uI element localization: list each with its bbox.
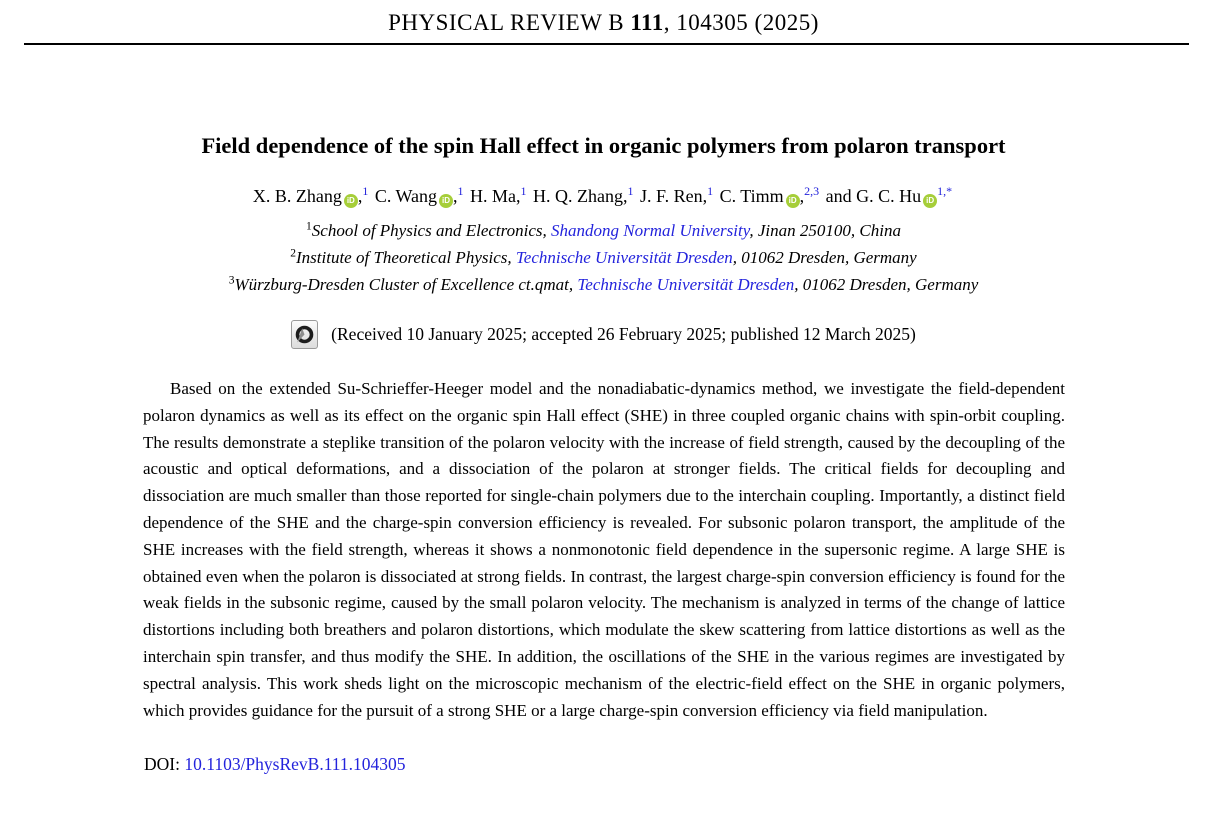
affiliation-line <box>0 244 1207 271</box>
author-name: J. F. Ren <box>640 186 703 206</box>
author-separator: , <box>453 186 458 206</box>
affiliation-line <box>0 271 1207 298</box>
affiliation-ref-link[interactable]: 1 <box>627 184 634 198</box>
author-name: C. Timm <box>719 186 784 206</box>
affiliation-institution-link[interactable]: Technische Universität Dresden <box>577 275 795 294</box>
affiliation-text: School of Physics and Electronics, <box>311 221 552 240</box>
affiliation-number: 2 <box>290 247 296 260</box>
affiliation-text: , 01062 Dresden, Germany <box>794 275 979 294</box>
author-separator: , <box>357 186 363 206</box>
check-for-updates-icon[interactable] <box>291 320 318 349</box>
author-separator: , <box>702 186 708 206</box>
received-dates: (Received 10 January 2025; accepted 26 February 2025; published 12 March 2025) <box>331 324 916 344</box>
affiliation-line <box>0 217 1207 244</box>
authors-line <box>0 186 1207 208</box>
doi-line <box>144 754 1207 775</box>
journal-name: PHYSICAL REVIEW B <box>388 10 631 35</box>
affiliation-institution-link[interactable]: Technische Universität Dresden <box>515 248 733 267</box>
affiliation-number: 3 <box>228 274 235 287</box>
author <box>533 186 633 206</box>
header-rule <box>24 43 1189 45</box>
affiliations-block <box>0 217 1207 298</box>
author-separator: , <box>516 186 521 206</box>
orcid-icon[interactable]: iD <box>439 194 453 208</box>
author <box>470 186 527 206</box>
affiliation-text: , 01062 Dresden, Germany <box>732 248 917 267</box>
author-name: H. Q. Zhang <box>533 186 624 206</box>
affiliation-ref-link[interactable]: 1 <box>362 184 369 198</box>
doi-link[interactable]: 10.1103/PhysRevB.111.104305 <box>184 754 406 775</box>
affiliation-ref-link[interactable]: 1 <box>520 184 527 198</box>
affiliation-ref-link[interactable]: 2,3 <box>804 184 820 198</box>
crossmark-glyph <box>294 323 315 346</box>
author <box>720 186 820 206</box>
author-name: G. C. Hu <box>856 186 922 206</box>
author-separator: , <box>623 186 628 206</box>
author-name: C. Wang <box>374 186 438 206</box>
affiliation-text: , Jinan 250100, China <box>749 221 901 240</box>
affiliation-ref-link[interactable]: 1 <box>457 184 464 198</box>
abstract-text: Based on the extended Su-Schrieffer-Heeger model and the nonadiabatic-dynamics method, we investigate the field-dependent polaron dynamics as well as its effect on the organic spin Hall effect (SHE) in three coupled organic chains with spin-orbit coupling. The results demonstrate a steplike transition of the polaron velocity with the increase of field strength, caused by the decoupling of the acoustic and optical deformations, and a dissociation of the polaron at stronger fields. The critical fields for decoupling and dissociation are much smaller than those reported for single-chain polymers due to the interchain coupling. Importantly, a distinct field dependence of the SHE and the charge-spin conversion efficiency is revealed. For subsonic polaron transport, the amplitude of the SHE increases with the field strength, whereas it shows a nonmonotonic field dependence in the supersonic regime. A large SHE is obtained even when the polaron is dissociated at strong fields. In contrast, the largest charge-spin conversion efficiency is found for the weak fields in the subsonic regime, caused by the small polaron velocity. The mechanism is analyzed in terms of the change of lattice distortions including both breathers and polaron distortions, which modulate the skew scattering from lattice distortions as well as the interchain spin transfer, and thus modify the SHE. In addition, the oscillations of the SHE in the various regimes are investigated by spectral analysis. This work sheds light on the microscopic mechanism of the electric-field effect on the SHE in organic polymers, which provides guidance for the pursuit of a strong SHE or a large charge-spin conversion efficiency via field manipulation. <box>143 379 1065 720</box>
affiliation-ref-link[interactable]: 1,* <box>937 184 953 198</box>
orcid-icon[interactable]: iD <box>923 194 937 208</box>
page-title: Field dependence of the spin Hall effect in organic polymers from polaron transport <box>201 133 1006 158</box>
orcid-icon[interactable]: iD <box>786 194 800 208</box>
affiliation-ref-link[interactable]: 1 <box>707 184 714 198</box>
author <box>253 186 369 206</box>
affiliation-text: Institute of Theoretical Physics, <box>296 248 516 267</box>
affiliation-institution-link[interactable]: Shandong Normal University <box>551 221 750 240</box>
authors-and-connector: and <box>825 186 852 206</box>
author <box>856 186 952 206</box>
doi-label: DOI: <box>144 754 185 775</box>
affiliation-number: 1 <box>306 220 312 233</box>
journal-issue: , 104305 (2025) <box>663 10 819 35</box>
affiliation-text: Würzburg-Dresden Cluster of Excellence ct.qmat, <box>234 275 578 294</box>
author <box>375 186 464 206</box>
author <box>640 186 713 206</box>
journal-volume: 111 <box>630 10 664 35</box>
author-separator: , <box>799 186 805 206</box>
received-row <box>0 320 1207 349</box>
author-name: X. B. Zhang <box>252 186 342 206</box>
author-name: H. Ma <box>470 186 517 206</box>
journal-header <box>0 0 1207 36</box>
orcid-icon[interactable]: iD <box>344 194 358 208</box>
